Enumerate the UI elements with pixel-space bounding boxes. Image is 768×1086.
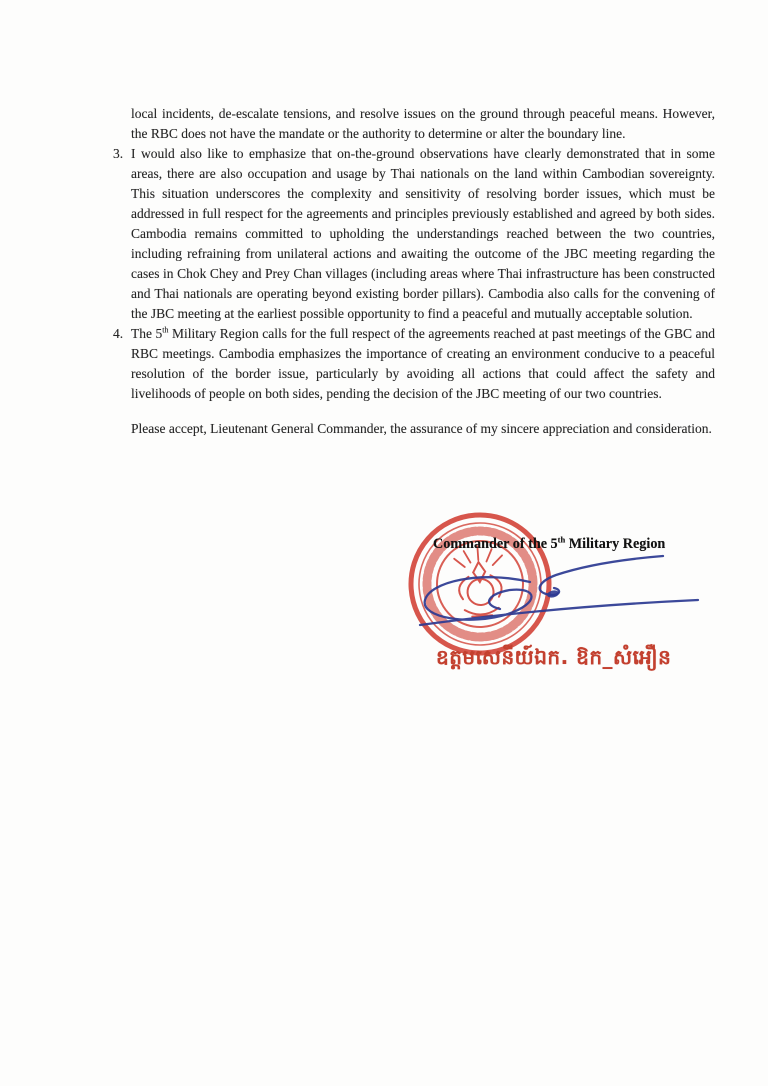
ordinal-superscript: th — [162, 325, 169, 335]
signer-name-khmer: ឧត្តមសេនីយ៍ឯក. ឱក_សំអឿន — [436, 645, 672, 669]
closing-paragraph: Please accept, Lieutenant General Commander, the assurance of my sincere appreciation and consideration. — [131, 421, 712, 436]
list-number-4: 4. — [113, 326, 124, 341]
signature-title-after: Military Region — [565, 536, 666, 552]
list-item-4-text-after: Military Region calls for the full respect of the agreements reached at past meetings of the GBC and RBC meetings. Cambodia emphasizes the importance of creating an environment conducive to a peaceful resolution of the border issue, particularly by avoiding all actions that could affect the safety and livelihoods of people on both sides, pending the decision of the JBC meeting of our two countries. — [131, 326, 715, 401]
letter-body — [113, 104, 715, 439]
signature-title-before: Commander of the 5 — [433, 536, 558, 552]
list-item-3 — [113, 144, 715, 324]
list-item-4-text-before: The 5 — [131, 326, 163, 341]
list-item-3-text: I would also like to emphasize that on-the-ground observations have clearly demonstrated that in some areas, there are also occupation and usage by Thai nationals on the land within Cambodian sovereignty. This situation underscores the complexity and sensitivity of resolving border issues, which must be addressed in full respect for the agreements and principles previously established and agreed by both sides. Cambodia remains committed to upholding the understandings reached between the two countries, including refraining from unilateral actions and awaiting the outcome of the JBC meeting regarding the cases in Chok Chey and Prey Chan villages (including areas where Thai infrastructure has been constructed and Thai nationals are operating beyond existing border pillars). Cambodia also calls for the convening of the JBC meeting at the earliest possible opportunity to find a peaceful and mutually acceptable solution. — [131, 146, 715, 321]
list-item-4 — [113, 324, 715, 404]
paragraph-item2-continuation: local incidents, de-escalate tensions, and resolve issues on the ground through peaceful means. However, the RBC does not have the mandate or the authority to determine or alter the boundary line. — [131, 106, 715, 141]
signature-title-superscript: th — [557, 534, 566, 545]
handwritten-signature-icon — [388, 548, 710, 640]
list-number-3: 3. — [113, 146, 124, 161]
